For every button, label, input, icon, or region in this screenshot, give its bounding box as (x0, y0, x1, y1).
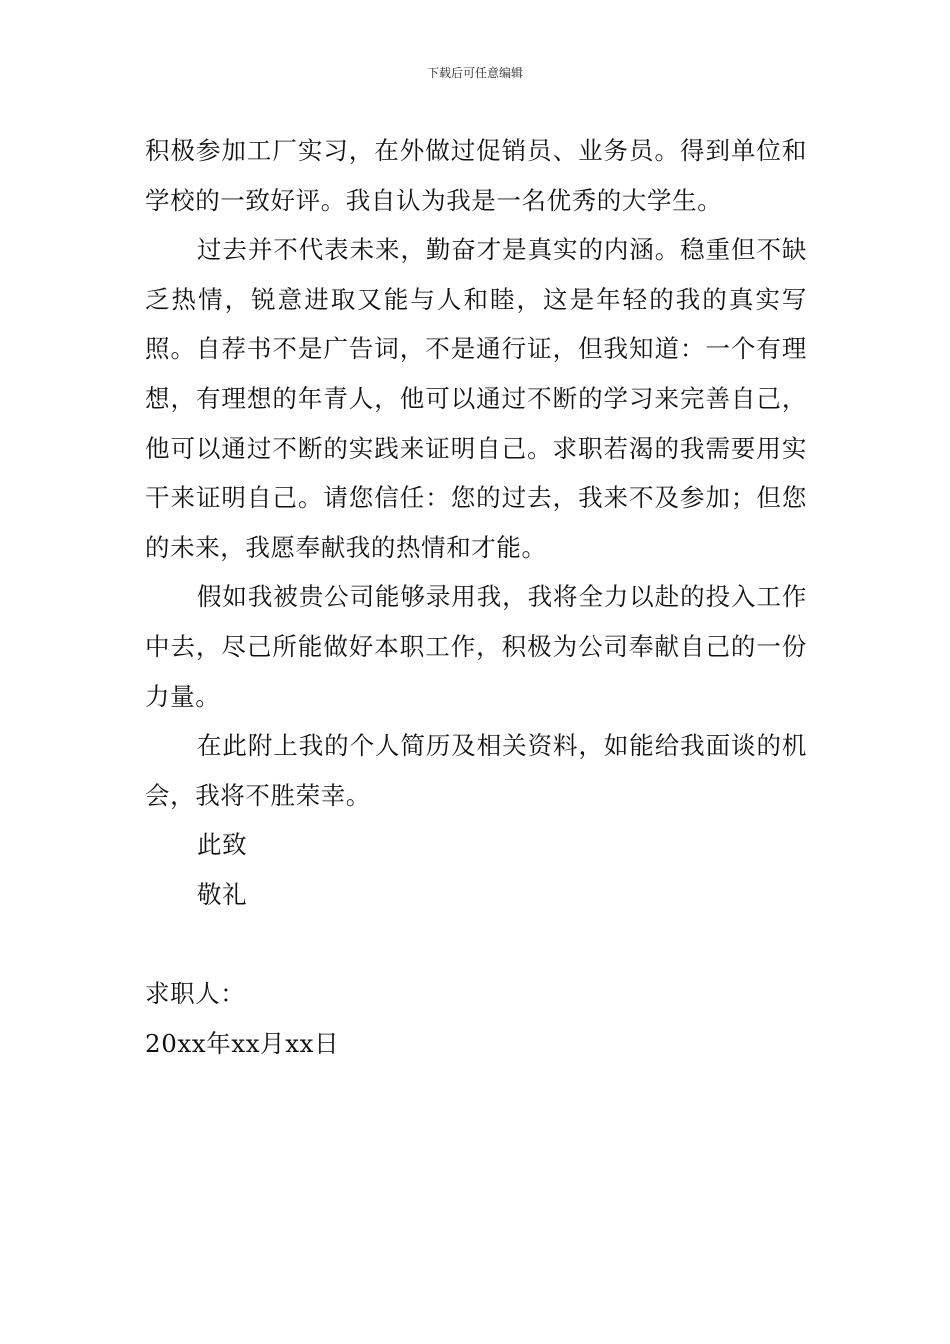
blank-line (145, 920, 807, 970)
page-header-note: 下载后可任意编辑 (426, 66, 523, 80)
paragraph: 假如我被贵公司能够录用我，我将全力以赴的投入工作中去，尽己所能做好本职工作，积极为公司奉献自己的一份力量。 (145, 582, 807, 711)
signature-date: 20xx年xx月xx日 (145, 1028, 340, 1058)
letter-body (145, 126, 807, 1068)
closing-line-1: 此致 (197, 830, 248, 860)
paragraph: 过去并不代表未来，勤奋才是真实的内涵。稳重但不缺乏热情，锐意进取又能与人和睦，这是年轻的我的真实写照。自荐书不是广告词，不是通行证，但我知道：一个有理想，有理想的年青人，他可以通过不断的学习来完善自己，他可以通过不断的实践来证明自己。求职若渴的我需要用实干来证明自己。请您信任：您的过去，我来不及参加；但您的未来，我愿奉献我的热情和才能。 (145, 235, 807, 562)
paragraph: 在此附上我的个人简历及相关资料，如能给我面谈的机会，我将不胜荣幸。 (145, 731, 807, 810)
applicant-label: 求职人： (145, 979, 246, 1009)
paragraph-continued: 积极参加工厂实习，在外做过促销员、业务员。得到单位和学校的一致好评。我自认为我是一名优秀的大学生。 (145, 136, 807, 215)
closing-line-2: 敬礼 (197, 879, 248, 909)
